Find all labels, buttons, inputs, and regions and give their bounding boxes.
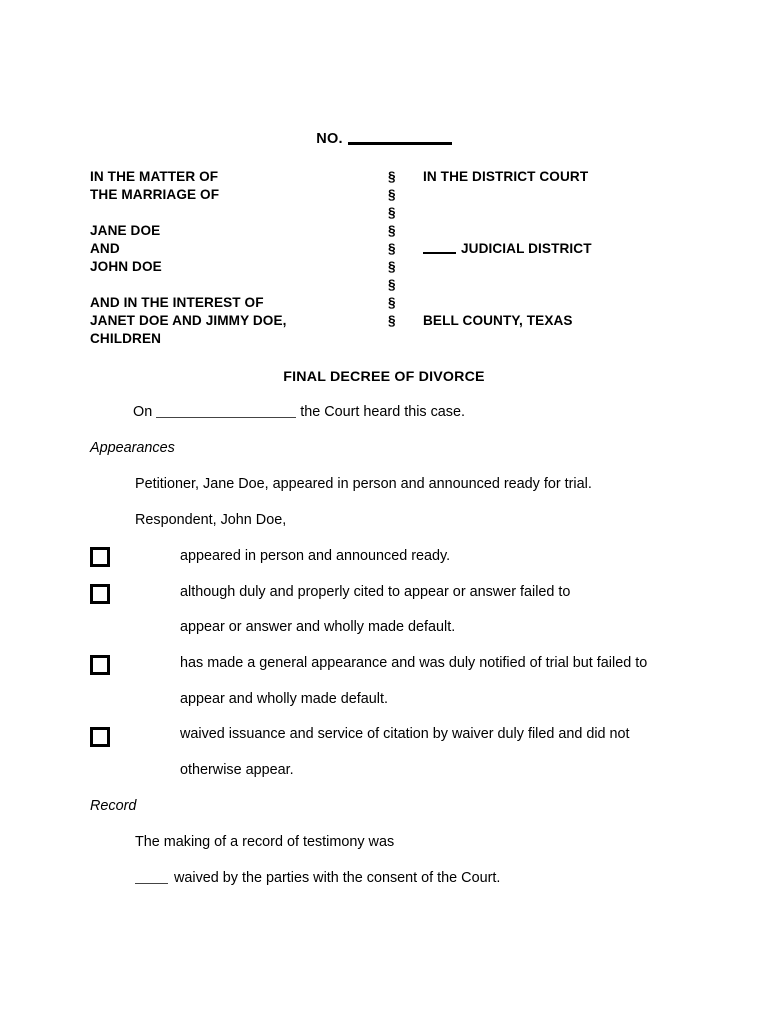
section-symbol: § [388, 277, 396, 292]
section-symbol: § [388, 223, 396, 238]
section-symbol: § [388, 205, 396, 220]
page-title: FINAL DECREE OF DIVORCE [283, 369, 485, 385]
hearing-suffix: the Court heard this case. [300, 404, 465, 420]
caption-left: THE MARRIAGE OF [90, 187, 220, 202]
record-heading: Record [90, 798, 137, 814]
case-number-line [0, 129, 768, 147]
caption-right-county: BELL COUNTY, TEXAS [423, 313, 573, 328]
respondent-appearance-text: Respondent, John Doe, [135, 512, 287, 528]
option-cited-failed-line1: although duly and properly cited to appear or answer failed to [180, 584, 571, 600]
caption-left: AND [90, 241, 120, 256]
caption-left: JOHN DOE [90, 259, 162, 274]
caption-right: IN THE DISTRICT COURT [423, 169, 589, 184]
checkbox-cited-failed-to-appear[interactable] [90, 584, 110, 604]
case-number-blank[interactable] [348, 129, 452, 145]
option-general-appearance-line1: has made a general appearance and was duly notified of trial but failed to [180, 655, 648, 671]
section-symbol: § [388, 169, 396, 184]
caption-row [90, 258, 710, 276]
section-symbol: § [388, 295, 396, 310]
hearing-date-blank[interactable] [156, 404, 296, 418]
checkbox-waived-issuance-service[interactable] [90, 727, 110, 747]
caption-row [90, 276, 710, 294]
record-line-1: The making of a record of testimony was [135, 834, 395, 850]
caption-left: IN THE MATTER OF [90, 169, 219, 184]
option-general-appearance-line2: appear and wholly made default. [180, 691, 389, 707]
option-cited-failed-line2: appear or answer and wholly made default. [180, 619, 456, 635]
caption-row [90, 330, 710, 348]
option-appeared-in-person-line1: appeared in person and announced ready. [180, 548, 451, 564]
judicial-district-label: JUDICIAL DISTRICT [461, 241, 592, 256]
caption-row [90, 312, 710, 330]
caption-row [90, 186, 710, 204]
option-waived-issuance-line1: waived issuance and service of citation by waiver duly filed and did not [180, 726, 630, 742]
caption-left: AND IN THE INTEREST OF [90, 295, 264, 310]
checkbox-general-appearance-default[interactable] [90, 655, 110, 675]
section-symbol: § [388, 241, 396, 256]
caption-row [90, 294, 710, 312]
caption-row [90, 168, 710, 186]
caption-right-judicial-district [423, 240, 710, 258]
caption-left: CHILDREN [90, 331, 162, 346]
section-symbol: § [388, 313, 396, 328]
petitioner-appearance-text: Petitioner, Jane Doe, appeared in person and announced ready for trial. [135, 476, 592, 492]
section-symbol: § [388, 259, 396, 274]
section-symbol: § [388, 187, 396, 202]
case-number-label: NO. [316, 131, 343, 147]
appearances-heading: Appearances [90, 440, 175, 456]
hearing-prefix: On [133, 404, 153, 420]
judicial-district-blank[interactable] [423, 241, 456, 254]
caption-row [90, 240, 710, 258]
caption-row [90, 204, 710, 222]
option-waived-issuance-line2: otherwise appear. [180, 762, 294, 778]
record-line-2: waived by the parties with the consent of the Court. [135, 870, 500, 886]
caption-left: JANET DOE AND JIMMY DOE, [90, 313, 287, 328]
hearing-date-line [133, 404, 465, 420]
case-caption [90, 168, 710, 348]
caption-left: JANE DOE [90, 223, 161, 238]
checkbox-appeared-in-person[interactable] [90, 547, 110, 567]
caption-row [90, 222, 710, 240]
